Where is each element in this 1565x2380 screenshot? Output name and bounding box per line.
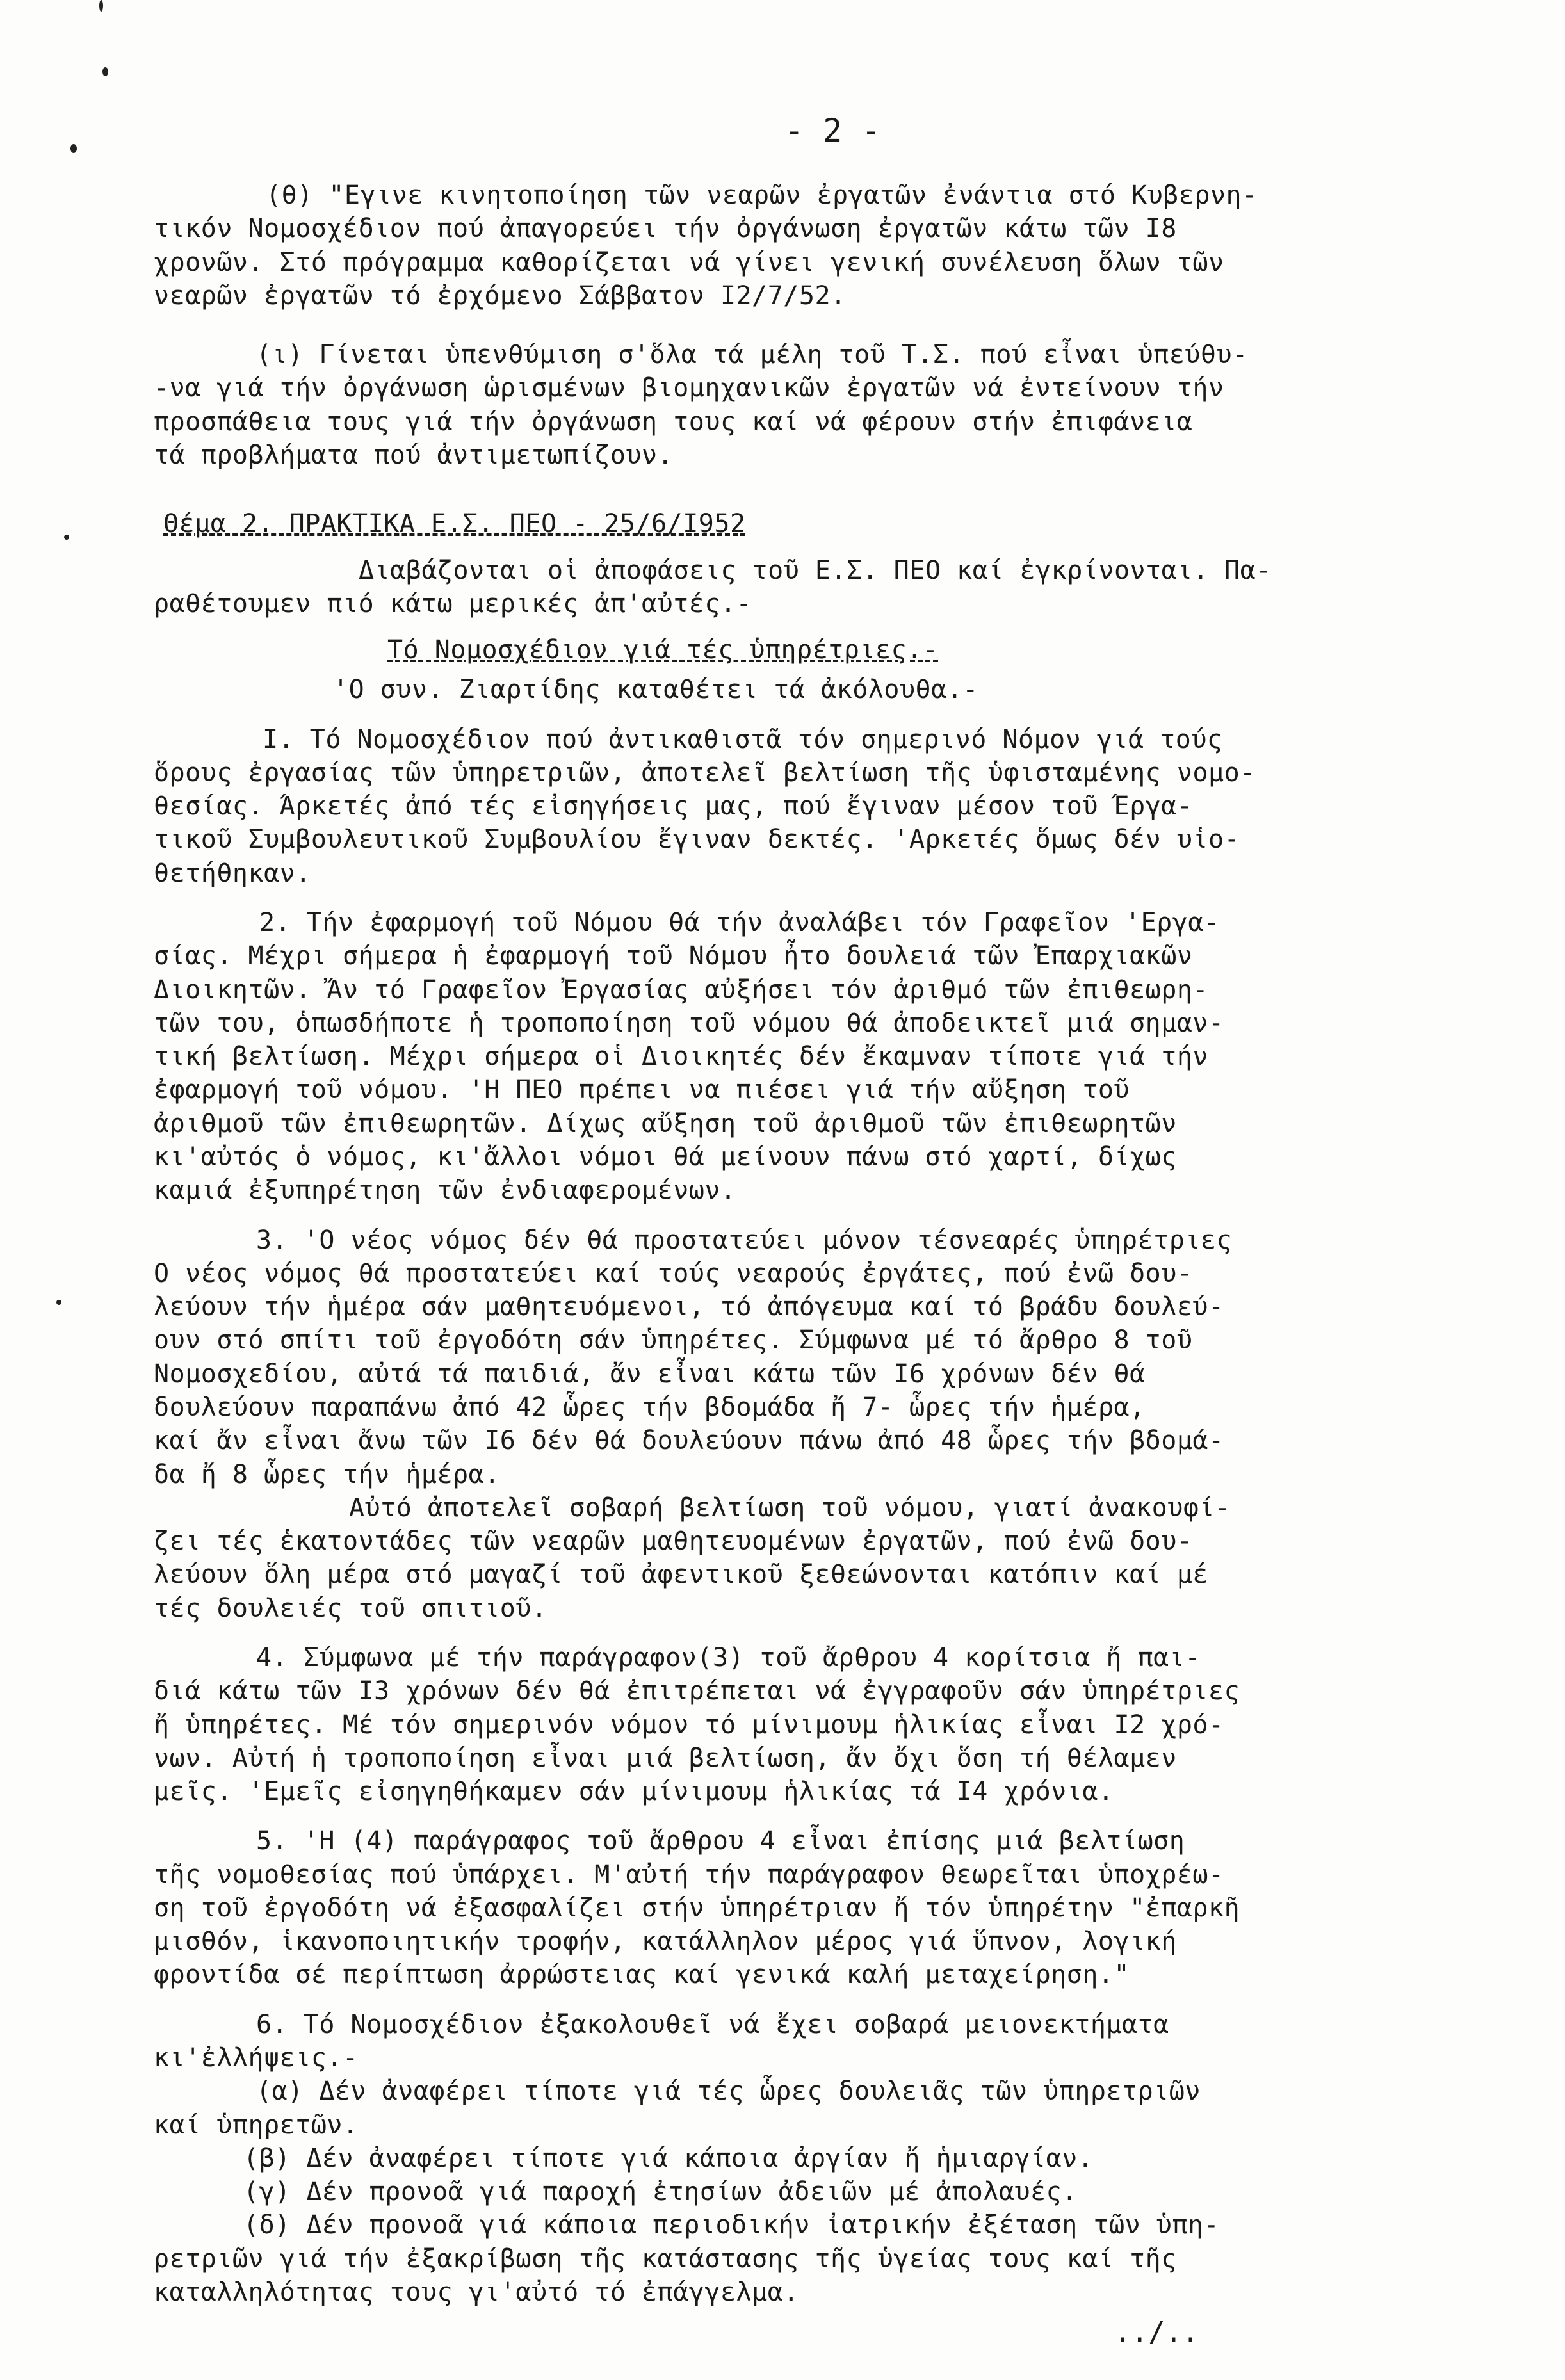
text-line: Διαβάζονται οἱ ἀποφάσεις τοῦ Ε.Σ. ΠΕΟ καί ἐγκρίνονται. Πα- <box>359 556 1272 585</box>
text-line: κι'αὐτός ὁ νόμος, κι'ἄλλοι νόμοι θά μείνουν πάνω στό χαρτί, δίχως <box>154 1142 1177 1172</box>
text-line: 3. 'Ο νέος νόμος δέν θά προστατεύει μόνον τέσνεαρές ὑπηρέτριες <box>256 1226 1233 1255</box>
text-line: 'Ο συν. Ζιαρτίδης καταθέτει τά ἀκόλουθα.- <box>333 675 978 704</box>
text-line: μεῖς. 'Εμεῖς εἰσηγηθήκαμεν σάν μίνιμουμ ἡλικίας τά Ι4 χρόνια. <box>154 1777 1114 1806</box>
text-line: διά κάτω τῶν Ι3 χρόνων δέν θά ἐπιτρέπεται νά ἐγγραφοῦν σάν ὑπηρέτριες <box>154 1676 1240 1706</box>
text-line: Ο νέος νόμος θά προστατεύει καί τούς νεαρούς ἐργάτες, πού ἐνῶ δου- <box>154 1259 1193 1288</box>
ink-speck <box>64 535 69 540</box>
text-line: σίας. Μέχρι σήμερα ἡ ἐφαρμογή τοῦ Νόμου ἦτο δουλειά τῶν Ἐπαρχιακῶν <box>154 941 1193 971</box>
text-line: 4. Σύμφωνα μέ τήν παράγραφον(3) τοῦ ἄρθρου 4 κορίτσια ἤ παι- <box>256 1643 1201 1672</box>
text-line: τικόν Νομοσχέδιον πού ἀπαγορεύει τήν ὀργάνωση ἐργατῶν κάτω τῶν Ι8 <box>154 214 1177 243</box>
text-line: (δ) Δέν προνοᾶ γιά κάποια περιοδικήν ἰατρικήν ἐξέταση τῶν ὑπη- <box>243 2210 1220 2240</box>
text-line: τῆς νομοθεσίας πού ὑπάρχει. Μ'αὐτή τήν παράγραφον θεωρεῖται ὑποχρέω- <box>154 1860 1224 1890</box>
text-line: ουν στό σπίτι τοῦ ἐργοδότη σάν ὑπηρέτες. Σύμφωνα μέ τό ἄρθρο 8 τοῦ <box>154 1325 1193 1355</box>
section-heading: Θέμα 2. ΠΡΑΚΤΙΚΑ Ε.Σ. ΠΕΟ - 25/6/Ι952 <box>163 509 746 538</box>
text-line: καταλληλότητας τους γι'αὐτό τό ἐπάγγελμα. <box>154 2278 799 2307</box>
text-line: Αὐτό ἀποτελεῖ σοβαρή βελτίωση τοῦ νόμου, γιατί ἀνακουφί- <box>349 1493 1231 1523</box>
text-line: φροντίδα σέ περίπτωση ἀρρώστειας καί γενικά καλή μεταχείρηση." <box>154 1960 1130 1989</box>
ink-speck <box>99 0 103 12</box>
text-line: ρετριῶν γιά τήν ἐξακρίβωση τῆς κατάστασης τῆς ὑγείας τους καί τῆς <box>154 2244 1177 2274</box>
ink-speck <box>70 144 77 153</box>
text-line: (α) Δέν ἀναφέρει τίποτε γιά τές ὧρες δουλειᾶς τῶν ὑπηρετριῶν <box>256 2076 1201 2106</box>
text-line: Ι. Τό Νομοσχέδιον πού ἀντικαθιστᾶ τόν σημερινό Νόμον γιά τούς <box>263 725 1223 754</box>
text-line: λεύουν ὅλη μέρα στό μαγαζί τοῦ ἀφεντικοῦ ξεθεώνονται κατόπιν καί μέ <box>154 1560 1208 1589</box>
text-line: κι'ἐλλήψεις.- <box>154 2043 359 2073</box>
text-line: τές δουλειές τοῦ σπιτιοῦ. <box>154 1594 547 1623</box>
text-line: καί ἄν εἶναι ἄνω τῶν Ι6 δέν θά δουλεύουν πάνω ἀπό 48 ὧρες τήν βδομά- <box>154 1426 1224 1455</box>
text-line: ἀριθμοῦ τῶν ἐπιθεωρητῶν. Δίχως αὔξηση τοῦ ἀριθμοῦ τῶν ἐπιθεωρητῶν <box>154 1109 1177 1138</box>
text-line: καμιά ἐξυπηρέτηση τῶν ἐνδιαφερομένων. <box>154 1176 736 1205</box>
text-line: (γ) Δέν προνοᾶ γιά παροχή ἐτησίων ἀδειῶν μέ ἀπολαυές. <box>243 2177 1078 2206</box>
continuation-mark: ../.. <box>1114 2316 1199 2349</box>
text-line: ση τοῦ ἐργοδότη νά ἐξασφαλίζει στήν ὑπηρέτριαν ἤ τόν ὑπηρέτην "ἐπαρκῆ <box>154 1893 1240 1923</box>
text-line: ἤ ὑπηρέτες. Μέ τόν σημερινόν νόμον τό μίνιμουμ ἡλικίας εἶναι Ι2 χρό- <box>154 1710 1224 1740</box>
text-line: λεύουν τήν ἡμέρα σάν μαθητευόμενοι, τό ἀπόγευμα καί τό βράδυ δουλεύ- <box>154 1292 1224 1322</box>
text-line: νεαρῶν ἐργατῶν τό ἐρχόμενο Σάββατον Ι2/7/52. <box>154 281 847 311</box>
subsection-heading: Τό Νομοσχέδιον γιά τές ὑπηρέτριες.- <box>387 635 939 665</box>
text-line: ὅρους ἐργασίας τῶν ὑπηρετριῶν, ἀποτελεῖ βελτίωση τῆς ὑφισταμένης νομο- <box>154 758 1256 788</box>
text-line: (β) Δέν ἀναφέρει τίποτε γιά κάποια ἀργίαν ἤ ἡμιαργίαν. <box>243 2144 1094 2173</box>
text-line: θεσίας. Άρκετές ἀπό τές εἰσηγήσεις μας, πού ἔγιναν μέσον τοῦ Έργα- <box>154 791 1193 821</box>
text-line: ζει τές ἑκατοντάδες τῶν νεαρῶν μαθητευομένων ἐργατῶν, πού ἐνῶ δου- <box>154 1526 1193 1556</box>
text-line: 2. Τήν ἐφαρμογή τοῦ Νόμου θά τήν ἀναλάβει τόν Γραφεῖον 'Εργα- <box>259 908 1220 937</box>
text-line: τικοῦ Συμβουλευτικοῦ Συμβουλίου ἔγιναν δεκτές. 'Αρκετές ὅμως δέν υἱο- <box>154 825 1240 854</box>
text-line: Νομοσχεδίου, αὐτά τά παιδιά, ἄν εἶναι κάτω τῶν Ι6 χρόνων δέν θά <box>154 1359 1146 1389</box>
page-number: - 2 - <box>784 112 881 149</box>
text-line: τική βελτίωση. Μέχρι σήμερα οἱ Διοικητές δέν ἔκαμναν τίποτε γιά τήν <box>154 1042 1208 1071</box>
text-line: χρονῶν. Στό πρόγραμμα καθορίζεται νά γίνει γενική συνέλευση ὅλων τῶν <box>154 248 1224 277</box>
text-line: τά προβλήματα πού ἀντιμετωπίζουν. <box>154 441 674 470</box>
ink-speck <box>56 1300 61 1305</box>
text-line: (ι) Γίνεται ὑπενθύμιση σ'ὅλα τά μέλη τοῦ Τ.Σ. πού εἶναι ὑπεύθυ- <box>256 340 1248 369</box>
text-line: 5. 'Η (4) παράγραφος τοῦ ἄρθρου 4 εἶναι ἐπίσης μιά βελτίωση <box>256 1826 1185 1856</box>
text-line: Διοικητῶν. Ἄν τό Γραφεῖον Ἐργασίας αὐξήσει τόν ἀριθμό τῶν ἐπιθεωρη- <box>154 975 1208 1005</box>
text-line: θετήθηκαν. <box>154 859 311 888</box>
text-line: δουλεύουν παραπάνω ἀπό 42 ὧρες τήν βδομάδα ἤ 7- ὧρες τήν ἡμέρα, <box>154 1393 1146 1422</box>
text-line: (θ) "Εγινε κινητοποίηση τῶν νεαρῶν ἐργατῶν ἐνάντια στό Κυβερνη- <box>266 181 1258 210</box>
text-line: μισθόν, ἱκανοποιητικήν τροφήν, κατάλληλον μέρος γιά ὕπνον, λογική <box>154 1927 1177 1956</box>
text-line: τῶν του, ὁπωσδήποτε ἡ τροποποίηση τοῦ νόμου θά ἀποδεικτεῖ μιά σημαν- <box>154 1008 1224 1038</box>
text-line: ραθέτουμεν πιό κάτω μερικές ἀπ'αὐτές.- <box>154 589 752 619</box>
text-line: ἐφαρμογή τοῦ νόμου. 'Η ΠΕΟ πρέπει να πιέσει γιά τήν αὔξηση τοῦ <box>154 1075 1130 1105</box>
text-line: προσπάθεια τους γιά τήν ὀργάνωση τους καί νά φέρουν στήν ἐπιφάνεια <box>154 407 1193 437</box>
ink-speck <box>102 67 108 76</box>
text-line: -να γιά τήν ὀργάνωση ὡρισμένων βιομηχανικῶν ἐργατῶν νά ἐντείνουν τήν <box>154 373 1224 403</box>
text-line: καί ὑπηρετῶν. <box>154 2110 359 2140</box>
text-line: νων. Αὐτή ἡ τροποποίηση εἶναι μιά βελτίωση, ἄν ὄχι ὅση τή θέλαμεν <box>154 1744 1177 1773</box>
text-line: δα ἤ 8 ὧρες τήν ἡμέρα. <box>154 1460 500 1489</box>
text-line: 6. Τό Νομοσχέδιον ἐξακολουθεῖ νά ἔχει σοβαρά μειονεκτήματα <box>256 2010 1169 2039</box>
